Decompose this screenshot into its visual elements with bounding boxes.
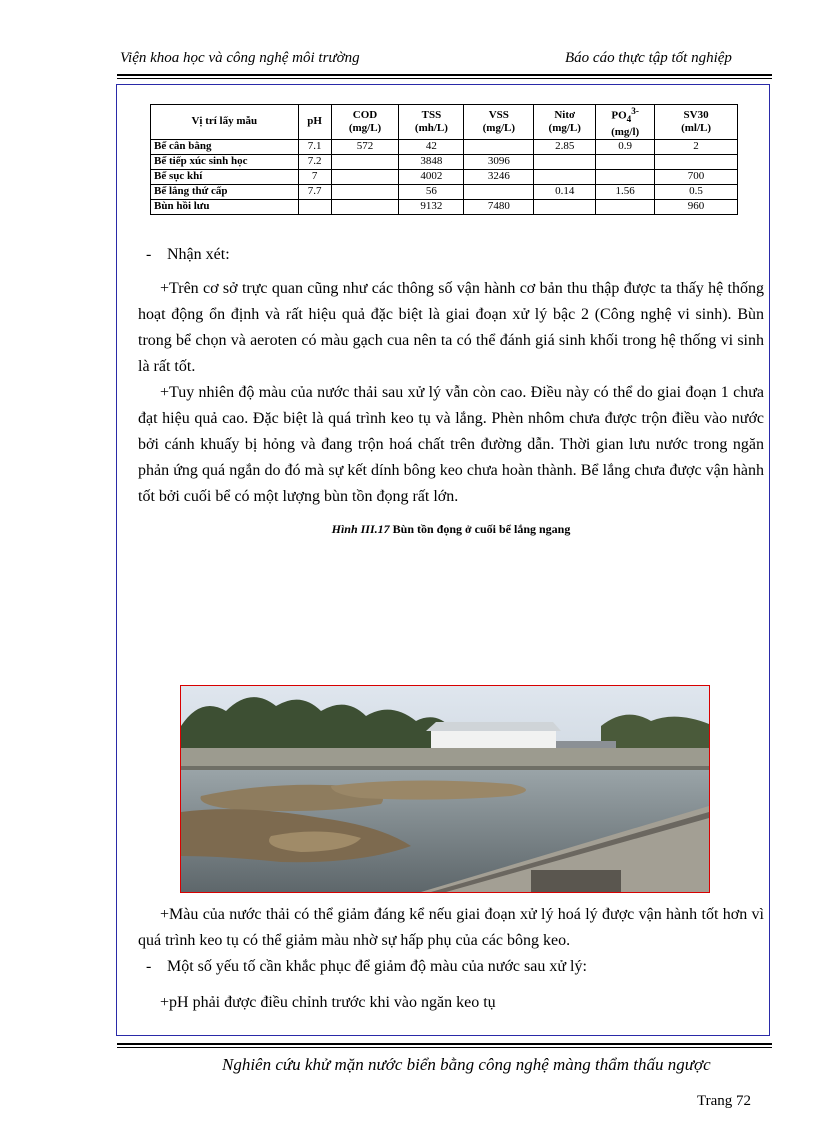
- header-tss: TSS (mh/L): [399, 105, 464, 140]
- page-number: Trang 72: [697, 1093, 752, 1109]
- footer-title: Nghiên cứu khử mặn nước biển bằng công nghệ màng thẩm thấu ngược: [222, 1055, 711, 1074]
- header-ph: pH: [298, 105, 331, 140]
- footer-rule-thick: [117, 1043, 772, 1045]
- remark-bullet: -: [146, 246, 152, 263]
- table-row: Bể tiếp xúc sinh học 7.2 3848 3096: [151, 154, 738, 169]
- footer-rule-thin: [117, 1047, 772, 1048]
- sample-table: [150, 104, 738, 215]
- header-right: Báo cáo thực tập tốt nghiệp: [565, 50, 732, 66]
- header-left: Viện khoa học và công nghệ môi trường: [120, 50, 360, 66]
- sludge-tank-photo: [180, 685, 710, 893]
- figure-caption: Hình III.17 Bùn tồn đọng ở cuối bể lắng ngang: [331, 522, 571, 536]
- table-row: Bể sục khí 7 4002 3246 700: [151, 169, 738, 184]
- header-rule-thick: [117, 74, 772, 76]
- paragraph-3: +Màu của nước thải có thể giảm đáng kể nếu giai đoạn xử lý hoá lý được vận hành tốt hơn vì quá trình keo tụ có thể giảm màu nhờ sự hấp phụ của các bông keo.: [138, 906, 764, 949]
- paragraph-1: +Trên cơ sở trực quan cũng như các thông số vận hành cơ bản thu thập được ta thấy hệ thống hoạt động ổn định và rất hiệu quả đặc biệt là giai đoạn xử lý bậc 2 (Công nghệ vi sinh). Bùn trong bể chọn và aeroten có màu gạch cua nên ta có thể đánh giá sinh khối trong hệ thống vi sinh là rất tốt.: [138, 280, 764, 375]
- header-nitrogen: Nitơ (mg/L): [534, 105, 596, 140]
- table-header-row: [151, 105, 738, 140]
- table-row: Bể cân bằng 7.1 572 42 2.85 0.9 2: [151, 139, 738, 154]
- header-vss: VSS (mg/L): [464, 105, 534, 140]
- header-phosphate: $PO_4^{3-}$ (mg/l): [596, 105, 655, 140]
- header-sv30: SV30 (ml/L): [655, 105, 738, 140]
- factors-label: Một số yếu tố cần khắc phục để giảm độ màu của nước sau xử lý:: [167, 958, 587, 975]
- table-row: Bùn hồi lưu 9132 7480 960: [151, 199, 738, 214]
- page-frame: [116, 84, 770, 1036]
- header-cod: COD (mg/L): [331, 105, 399, 140]
- paragraph-4: +pH phải được điều chỉnh trước khi vào ngăn keo tụ: [160, 994, 496, 1011]
- paragraph-2: +Tuy nhiên độ màu của nước thải sau xử lý vẫn còn cao. Điều này có thể do giai đoạn 1 chưa đạt hiệu quả cao. Đặc biệt là quá trình keo tụ và lắng. Phèn nhôm chưa được trộn điều vào nước bởi cánh khuấy bị hỏng và đang trộn hoá chất trên đường dẫn. Thời gian lưu nước trong ngăn phản ứng quá ngắn do đó mà sự kết dính bông keo chưa hoàn thành. Bể lắng chưa được vận hành tốt bởi cuối bể có một lượng bùn tồn đọng rất lớn.: [138, 384, 764, 505]
- header-rule-thin: [117, 78, 772, 79]
- factors-bullet: -: [146, 958, 152, 975]
- remark-label: Nhận xét:: [167, 246, 230, 263]
- table-row: Bể lắng thứ cấp 7.7 56 0.14 1.56 0.5: [151, 184, 738, 199]
- header-location: Vị trí lấy mẫu: [151, 105, 299, 140]
